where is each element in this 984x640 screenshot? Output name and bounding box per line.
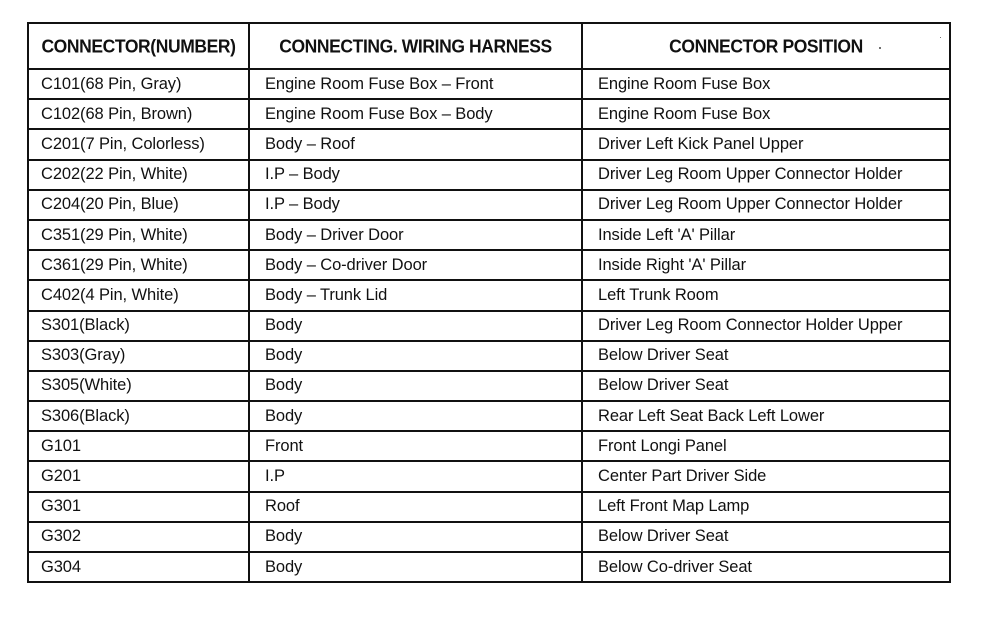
cell-wiring-harness: Front xyxy=(249,431,582,461)
table-row xyxy=(28,99,950,129)
cell-connector-number: C102(68 Pin, Brown) xyxy=(28,99,249,129)
header-wiring-harness: CONNECTING. WIRING HARNESS xyxy=(249,21,582,71)
cell-wiring-harness: Body xyxy=(249,552,582,582)
cell-connector-position: Inside Right 'A' Pillar xyxy=(582,250,950,280)
scan-speck xyxy=(940,37,941,38)
cell-connector-number: C402(4 Pin, White) xyxy=(28,280,249,310)
cell-connector-position: Driver Left Kick Panel Upper xyxy=(582,129,950,159)
table-row xyxy=(28,371,950,401)
cell-connector-number: S305(White) xyxy=(28,371,249,401)
cell-connector-number: C351(29 Pin, White) xyxy=(28,220,249,250)
cell-connector-number: G304 xyxy=(28,552,249,582)
table-row xyxy=(28,220,950,250)
cell-wiring-harness: Engine Room Fuse Box – Front xyxy=(249,69,582,99)
table-row xyxy=(28,401,950,431)
cell-connector-number: C201(7 Pin, Colorless) xyxy=(28,129,249,159)
cell-wiring-harness: I.P – Body xyxy=(249,190,582,220)
cell-wiring-harness: I.P – Body xyxy=(249,160,582,190)
cell-connector-position: Below Driver Seat xyxy=(582,341,950,371)
cell-connector-position: Below Driver Seat xyxy=(582,371,950,401)
cell-connector-number: C101(68 Pin, Gray) xyxy=(28,69,249,99)
cell-wiring-harness: Roof xyxy=(249,492,582,522)
cell-wiring-harness: I.P xyxy=(249,461,582,491)
cell-connector-number: G101 xyxy=(28,431,249,461)
table-row xyxy=(28,129,950,159)
cell-wiring-harness: Engine Room Fuse Box – Body xyxy=(249,99,582,129)
table-row xyxy=(28,522,950,552)
table-row xyxy=(28,69,950,99)
scan-speck xyxy=(879,47,881,49)
cell-connector-number: G201 xyxy=(28,461,249,491)
cell-wiring-harness: Body xyxy=(249,311,582,341)
table-row xyxy=(28,160,950,190)
cell-connector-number: G302 xyxy=(28,522,249,552)
table-body xyxy=(28,69,950,582)
cell-wiring-harness: Body – Roof xyxy=(249,129,582,159)
cell-connector-position: Below Co-driver Seat xyxy=(582,552,950,582)
table-row xyxy=(28,461,950,491)
table-row xyxy=(28,280,950,310)
cell-connector-number: S306(Black) xyxy=(28,401,249,431)
cell-connector-number: G301 xyxy=(28,492,249,522)
table-row xyxy=(28,492,950,522)
cell-connector-position: Center Part Driver Side xyxy=(582,461,950,491)
header-row xyxy=(28,23,950,69)
cell-wiring-harness: Body – Driver Door xyxy=(249,220,582,250)
cell-connector-position: Rear Left Seat Back Left Lower xyxy=(582,401,950,431)
cell-connector-position: Left Front Map Lamp xyxy=(582,492,950,522)
cell-connector-position: Inside Left 'A' Pillar xyxy=(582,220,950,250)
cell-wiring-harness: Body xyxy=(249,341,582,371)
cell-wiring-harness: Body xyxy=(249,401,582,431)
cell-connector-position: Driver Leg Room Upper Connector Holder xyxy=(582,160,950,190)
cell-connector-number: C202(22 Pin, White) xyxy=(28,160,249,190)
table-header xyxy=(28,23,950,69)
cell-wiring-harness: Body – Co-driver Door xyxy=(249,250,582,280)
cell-connector-number: C361(29 Pin, White) xyxy=(28,250,249,280)
table-row xyxy=(28,190,950,220)
cell-connector-position: Left Trunk Room xyxy=(582,280,950,310)
table-row xyxy=(28,552,950,582)
connector-table-container xyxy=(27,22,949,583)
table-row xyxy=(28,431,950,461)
table-row xyxy=(28,250,950,280)
cell-connector-number: S303(Gray) xyxy=(28,341,249,371)
cell-connector-position: Driver Leg Room Upper Connector Holder xyxy=(582,190,950,220)
header-connector-position: CONNECTOR POSITION xyxy=(582,21,950,71)
cell-connector-position: Below Driver Seat xyxy=(582,522,950,552)
cell-wiring-harness: Body – Trunk Lid xyxy=(249,280,582,310)
table-row xyxy=(28,311,950,341)
cell-wiring-harness: Body xyxy=(249,522,582,552)
cell-connector-number: C204(20 Pin, Blue) xyxy=(28,190,249,220)
table-row xyxy=(28,341,950,371)
header-connector-number: CONNECTOR(NUMBER) xyxy=(28,21,249,71)
cell-connector-number: S301(Black) xyxy=(28,311,249,341)
cell-connector-position: Engine Room Fuse Box xyxy=(582,99,950,129)
cell-connector-position: Front Longi Panel xyxy=(582,431,950,461)
connector-table xyxy=(27,22,951,583)
cell-connector-position: Driver Leg Room Connector Holder Upper xyxy=(582,311,950,341)
cell-connector-position: Engine Room Fuse Box xyxy=(582,69,950,99)
cell-wiring-harness: Body xyxy=(249,371,582,401)
